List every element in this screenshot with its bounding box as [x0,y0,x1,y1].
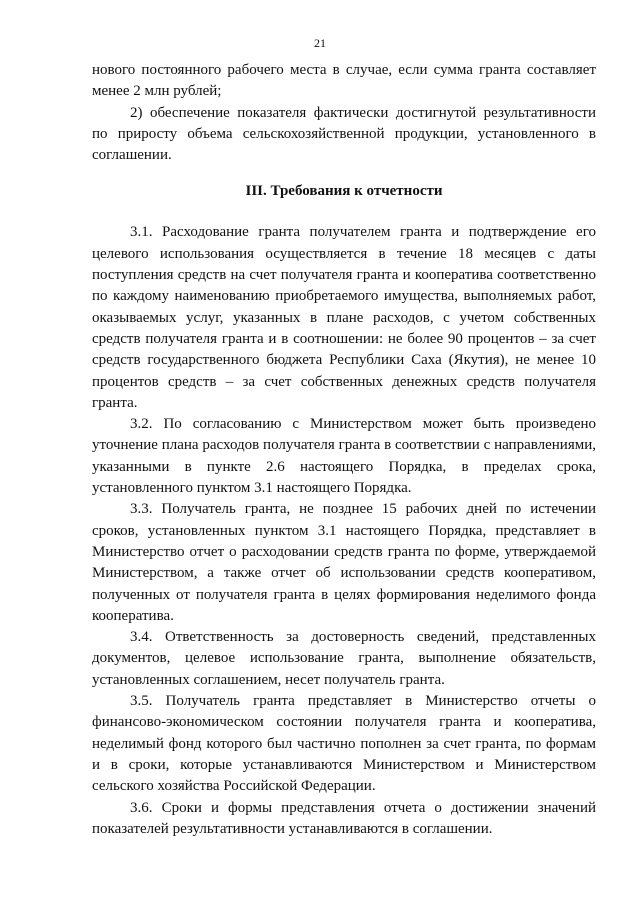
paragraph-3-1: 3.1. Расходование гранта получателем гранта и подтверждение его целевого использования осуществляется в течение 18 месяцев с даты поступления средств на счет получателя гранта и кооператива соответственно по каждому наименованию приобретаемого имущества, выполняемых работ, оказываемых услуг, указанных в плане расходов, с учетом собственных средств получателя гранта и в соотношении: не более 90 процентов – за счет средств государственного бюджета Республики Саха (Якутия), не менее 10 процентов средств – за счет собственных денежных средств получателя гранта. [92,224,596,411]
section-heading: III. Требования к отчетности [245,183,443,200]
paragraph-3-2: 3.2. По согласованию с Министерством может быть произведено уточнение плана расходов получателя гранта в соответствии с направлениями, указанными в пункте 2.6 настоящего Порядка, в пределах срока, установленного пунктом 3.1 настоящего Порядка. [92,416,596,497]
document-body [92,60,596,840]
paragraph-3-4: 3.4. Ответственность за достоверность сведений, представленных документов, целевое использование гранта, выполнение обязательств, установленных соглашением, несет получатель гранта. [92,629,596,688]
paragraph-3-6: 3.6. Сроки и формы представления отчета о достижении значений показателей результативности устанавливаются в соглашении. [92,799,596,837]
paragraph-3-5: 3.5. Получатель гранта представляет в Министерство отчеты о финансово-экономическом состоянии получателя гранта и кооператива, неделимый фонд которого был частично пополнен за счет гранта, по формам и в сроки, которые устанавливаются Министерством и Министерством сельского хозяйства Российской Федерации. [92,693,596,795]
intro-paragraph-item-2: 2) обеспечение показателя фактически достигнутой результативности по приросту объема сельскохозяйственной продукции, установленного в соглашении. [92,104,596,164]
paragraph-3-3: 3.3. Получатель гранта, не позднее 15 рабочих дней по истечении сроков, установленных пунктом 3.1 настоящего Порядка, представляет в Министерство отчет о расходовании средств гранта по форме, утверждаемой Министерством, а также отчет об использовании средств кооперативом, полученных от получателя гранта в целях формирования неделимого фонда кооператива. [92,501,596,624]
intro-paragraph-continuation: нового постоянного рабочего места в случае, если сумма гранта составляет менее 2 млн рублей; [92,62,596,100]
page-number: 21 [314,36,326,50]
